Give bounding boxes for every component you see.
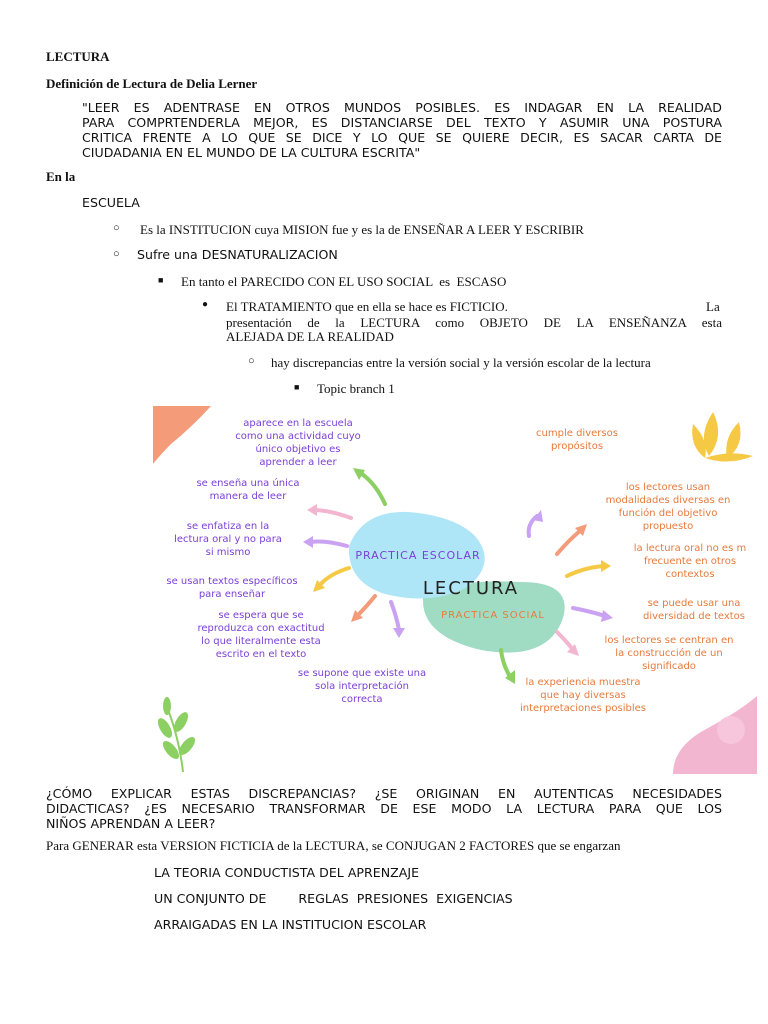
corner-decoration xyxy=(153,406,211,464)
escolar-item: se enfatiza en la lectura oral y no para si mismo xyxy=(174,521,282,558)
hollow-bullet-icon: ○ xyxy=(113,222,120,234)
social-item: la experiencia muestra que hay diversas interpretaciones posibles xyxy=(520,677,646,714)
list-item: Topic branch 1 xyxy=(317,381,395,396)
quote-line: "LEER ES ADENTRASE EN OTROS MUNDOS POSIBLES. ES INDAGAR EN LA REALIDAD xyxy=(82,100,722,115)
social-item: cumple diversos propósitos xyxy=(536,428,618,452)
escolar-item: se supone que existe una sola interpretación correcta xyxy=(297,668,427,705)
list-item-continuation: La xyxy=(706,299,720,314)
corner-decoration xyxy=(673,696,757,774)
para-generar-text: Para GENERAR esta VERSION FICTICIA de la LECTURA, se CONJUGAN 2 FACTORES que se engarzan xyxy=(46,838,621,853)
leaf-decoration xyxy=(704,412,718,456)
list-item-continuation: ALEJADA DE LA REALIDAD xyxy=(226,329,394,344)
escolar-item: aparece en la escuela como una actividad cuyo único objetivo es aprender a leer xyxy=(235,418,361,468)
definition-heading: Definición de Lectura de Delia Lerner xyxy=(46,76,258,91)
social-item: la lectura oral no es m frecuente en otros contextos xyxy=(633,543,747,580)
social-item: los lectores usan modalidades diversas en función del objetivo propuesto xyxy=(605,482,731,532)
social-item: se puede usar una diversidad de textos xyxy=(642,598,746,622)
escolar-item: se usan textos específicos para enseñar xyxy=(166,576,298,600)
list-item: Sufre una DESNATURALIZACION xyxy=(137,247,338,262)
leaf-decoration xyxy=(726,422,740,458)
en-la-heading: En la xyxy=(46,169,76,184)
factor-line: ARRAIGADAS EN LA INSTITUCION ESCOLAR xyxy=(154,917,427,932)
escuela-label: ESCUELA xyxy=(82,195,140,210)
center-label: LECTURA xyxy=(422,578,520,599)
social-item: los lectores se centran en la construcción de un significado xyxy=(604,635,734,672)
square-bullet-icon: ■ xyxy=(294,382,300,392)
leaf-decoration xyxy=(705,453,753,461)
list-item: En tanto el PARECIDO CON EL USO SOCIAL es ESCASO xyxy=(181,274,507,289)
factor-line: LA TEORIA CONDUCTISTA DEL APRENZAJE xyxy=(154,865,420,880)
mind-map xyxy=(153,406,757,774)
leaf-decoration xyxy=(692,424,706,458)
factor-line: UN CONJUNTO DE REGLAS PRESIONES EXIGENCIAS xyxy=(154,891,513,906)
hollow-bullet-icon: ○ xyxy=(248,355,255,367)
escolar-item: se espera que se reproduzca con exactitud lo que literalmente esta escrito en el texto xyxy=(197,610,325,660)
quote-block xyxy=(82,100,722,160)
document-title: LECTURA xyxy=(46,49,110,64)
list-item: El TRATAMIENTO que en ella se hace es FICTICIO. xyxy=(226,299,508,314)
escolar-label: PRACTICA ESCOLAR xyxy=(355,549,481,562)
filled-bullet-icon: ● xyxy=(202,299,209,310)
list-item: hay discrepancias entre la versión social y la versión escolar de la lectura xyxy=(271,355,651,370)
list-item-continuation: presentación de la LECTURA como OBJETO DE LA ENSEÑANZA esta xyxy=(226,315,722,330)
question-line: ¿CÓMO EXPLICAR ESTAS DISCREPANCIAS? ¿SE ORIGINAN EN AUTENTICAS NECESIDADES xyxy=(46,786,722,801)
hollow-bullet-icon: ○ xyxy=(113,248,120,260)
square-bullet-icon: ■ xyxy=(158,275,164,285)
quote-line: PARA COMPRTENDERLA MEJOR, ES DISTANCIARSE DEL TEXTO Y ASUMIR UNA POSTURA xyxy=(82,115,722,130)
question-line: DIDACTICAS? ¿ES NECESARIO TRANSFORMAR DE ESE MODO LA LECTURA PARA QUE LOS xyxy=(46,801,722,816)
escolar-item: se enseña una única manera de leer xyxy=(196,478,300,502)
question-line: NIÑOS APRENDAN A LEER? xyxy=(46,816,216,831)
list-item: Es la INSTITUCION cuya MISION fue y es la de ENSEÑAR A LEER Y ESCRIBIR xyxy=(140,222,584,237)
social-label: PRACTICA SOCIAL xyxy=(441,610,545,621)
quote-line: CRITICA FRENTE A LO QUE SE DICE Y LO QUE SE QUIERE DECIR, ES SACAR CARTA DE xyxy=(82,130,722,145)
corner-decoration xyxy=(717,716,745,744)
questions-block xyxy=(46,786,722,831)
quote-line: CIUDADANIA EN EL MUNDO DE LA CULTURA ESCRITA" xyxy=(82,145,421,160)
